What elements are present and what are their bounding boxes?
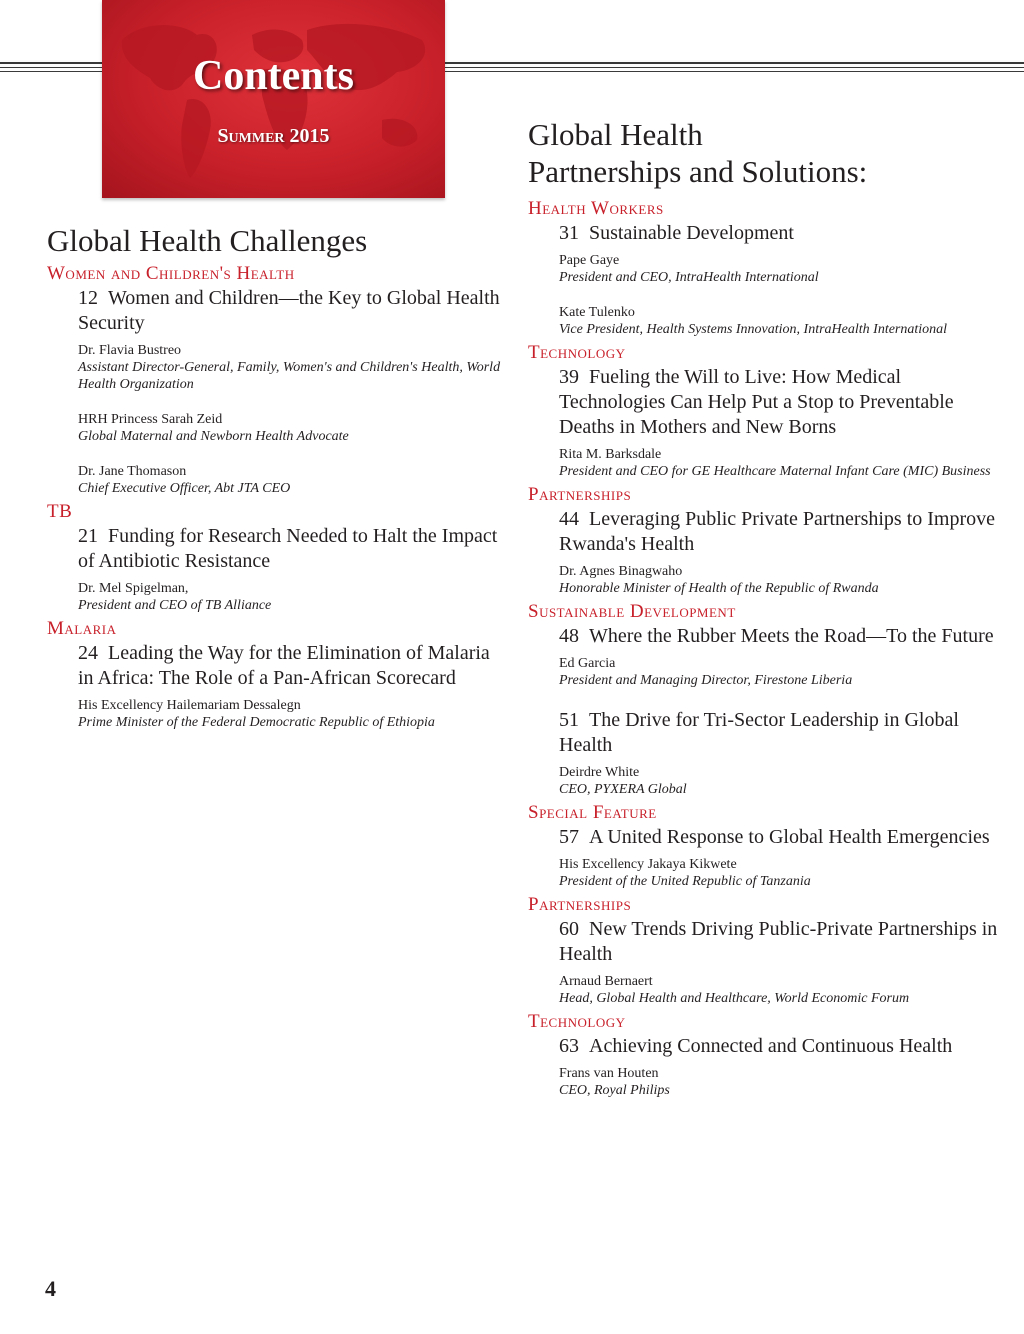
article-title: [559, 708, 998, 758]
right-title-line2: Partnerships and Solutions:: [528, 154, 868, 189]
section-heading: Sustainable Development: [528, 601, 736, 622]
toc-section: [47, 501, 507, 614]
author-name: Frans van Houten: [559, 1066, 659, 1081]
toc-section: [528, 894, 998, 1007]
article-page-number: 12: [78, 287, 98, 309]
article-title: [559, 221, 998, 246]
toc-section: [47, 618, 507, 731]
article-title: [78, 524, 507, 574]
toc-section: [528, 601, 998, 798]
article-title-text: New Trends Driving Public-Private Partnerships in Health: [559, 918, 998, 965]
article-page-number: 63: [559, 1035, 579, 1057]
page-number: 4: [45, 1276, 56, 1301]
author-name: Deirdre White: [559, 765, 640, 780]
contents-title: Contents: [192, 53, 354, 99]
article-page-number: 44: [559, 508, 579, 530]
article-page-number: 39: [559, 366, 579, 388]
section-heading: Malaria: [47, 618, 117, 639]
article-title: [559, 365, 998, 440]
article-author: [78, 697, 507, 731]
article-author: [559, 856, 998, 890]
toc-article: [559, 1034, 998, 1099]
left-column-title: Global Health Challenges: [47, 223, 368, 258]
author-role: Chief Executive Officer, Abt JTA CEO: [78, 481, 291, 496]
author-role: President of the United Republic of Tanzania: [559, 874, 811, 889]
section-heading: Partnerships: [528, 894, 632, 915]
toc-article: [559, 825, 998, 890]
left-sections: [47, 263, 507, 731]
article-title-text: The Drive for Tri-Sector Leadership in Global Health: [559, 709, 959, 756]
section-heading: Partnerships: [528, 484, 632, 505]
article-page-number: 48: [559, 625, 579, 647]
article-title: [559, 917, 998, 967]
author-name: Pape Gaye: [559, 253, 620, 268]
toc-section: [528, 484, 998, 597]
article-author: [559, 973, 998, 1007]
article-page-number: 31: [559, 222, 579, 244]
left-column: [47, 222, 507, 735]
article-title-text: Leveraging Public Private Partnerships to Improve Rwanda's Health: [559, 508, 996, 555]
toc-article: [559, 221, 998, 338]
article-title-text: Women and Children—the Key to Global Health Security: [78, 287, 500, 334]
toc-article: [559, 708, 998, 798]
article-title: [559, 507, 998, 557]
right-column: [528, 116, 998, 1103]
contents-banner: [102, 0, 445, 198]
article-title: [78, 286, 507, 336]
toc-section: [528, 342, 998, 480]
author-role: CEO, PYXERA Global: [559, 782, 687, 797]
author-name: Dr. Mel Spigelman,: [78, 581, 189, 596]
toc-article: [78, 286, 507, 497]
article-title: [78, 641, 507, 691]
section-heading: Health Workers: [528, 198, 664, 219]
article-title-text: Funding for Research Needed to Halt the Impact of Antibiotic Resistance: [78, 525, 498, 572]
author-role: President and CEO of TB Alliance: [78, 598, 272, 613]
article-page-number: 57: [559, 826, 579, 848]
article-author: [559, 655, 998, 689]
toc-article: [559, 917, 998, 1007]
article-author: [78, 463, 507, 497]
right-title-line1: Global Health: [528, 117, 703, 152]
article-author: [559, 304, 998, 338]
article-title-text: Achieving Connected and Continuous Health: [589, 1035, 953, 1057]
article-spacer: [528, 693, 998, 707]
article-title: [559, 825, 998, 850]
author-role: President and CEO, IntraHealth International: [559, 270, 819, 285]
author-name: Kate Tulenko: [559, 305, 635, 320]
toc-article: [78, 641, 507, 731]
article-title-text: Leading the Way for the Elimination of Malaria in Africa: The Role of a Pan-African Scorecard: [78, 642, 490, 689]
section-heading: Technology: [528, 342, 626, 363]
author-role: Vice President, Health Systems Innovation, IntraHealth International: [559, 322, 948, 337]
section-heading: Special Feature: [528, 802, 657, 823]
section-heading: Technology: [528, 1011, 626, 1032]
toc-section: [47, 263, 507, 497]
article-author: [559, 563, 998, 597]
article-title-text: Where the Rubber Meets the Road—To the Future: [589, 625, 994, 647]
article-page-number: 21: [78, 525, 98, 547]
author-role: Assistant Director-General, Family, Women's and Children's Health, World Health Organization: [78, 360, 501, 392]
author-name: Dr. Flavia Bustreo: [78, 343, 182, 358]
article-author: [78, 580, 507, 614]
toc-section: [528, 1011, 998, 1099]
article-author: [78, 342, 507, 393]
toc-section: [528, 198, 998, 338]
author-name: Dr. Agnes Binagwaho: [559, 564, 683, 579]
right-sections: [528, 198, 998, 1099]
section-heading: Women and Children's Health: [47, 263, 295, 284]
article-title: [559, 1034, 998, 1059]
author-role: Head, Global Health and Healthcare, World Economic Forum: [559, 991, 910, 1006]
article-page-number: 60: [559, 918, 579, 940]
article-author: [559, 446, 998, 480]
toc-section: [528, 802, 998, 890]
issue-date: Summer 2015: [217, 125, 330, 147]
article-page-number: 51: [559, 709, 579, 731]
author-role: Global Maternal and Newborn Health Advocate: [78, 429, 349, 444]
author-name: Ed Garcia: [559, 656, 616, 671]
author-name: Dr. Jane Thomason: [78, 464, 187, 479]
author-name: HRH Princess Sarah Zeid: [78, 412, 223, 427]
right-column-title: [528, 116, 998, 190]
article-title-text: A United Response to Global Health Emergencies: [589, 826, 990, 848]
article-author: [559, 764, 998, 798]
author-role: President and CEO for GE Healthcare Maternal Infant Care (MIC) Business: [559, 464, 991, 479]
article-page-number: 24: [78, 642, 98, 664]
article-title: [559, 624, 998, 649]
article-author: [559, 252, 998, 286]
author-role: Honorable Minister of Health of the Republic of Rwanda: [559, 581, 879, 596]
article-author: [559, 1065, 998, 1099]
section-heading: TB: [47, 501, 73, 522]
author-name: Arnaud Bernaert: [559, 974, 653, 989]
author-role: President and Managing Director, Firestone Liberia: [559, 673, 853, 688]
toc-article: [559, 624, 998, 689]
article-author: [78, 411, 507, 445]
author-name: Rita M. Barksdale: [559, 447, 662, 462]
author-name: His Excellency Hailemariam Dessalegn: [78, 698, 301, 713]
author-name: His Excellency Jakaya Kikwete: [559, 857, 737, 872]
toc-article: [559, 365, 998, 480]
article-title-text: Sustainable Development: [589, 222, 794, 244]
toc-article: [559, 507, 998, 597]
article-title-text: Fueling the Will to Live: How Medical Technologies Can Help Put a Stop to Preventable Deaths in Mothers and New Borns: [559, 366, 954, 438]
toc-article: [78, 524, 507, 614]
author-role: Prime Minister of the Federal Democratic Republic of Ethiopia: [78, 715, 435, 730]
author-role: CEO, Royal Philips: [559, 1083, 670, 1098]
